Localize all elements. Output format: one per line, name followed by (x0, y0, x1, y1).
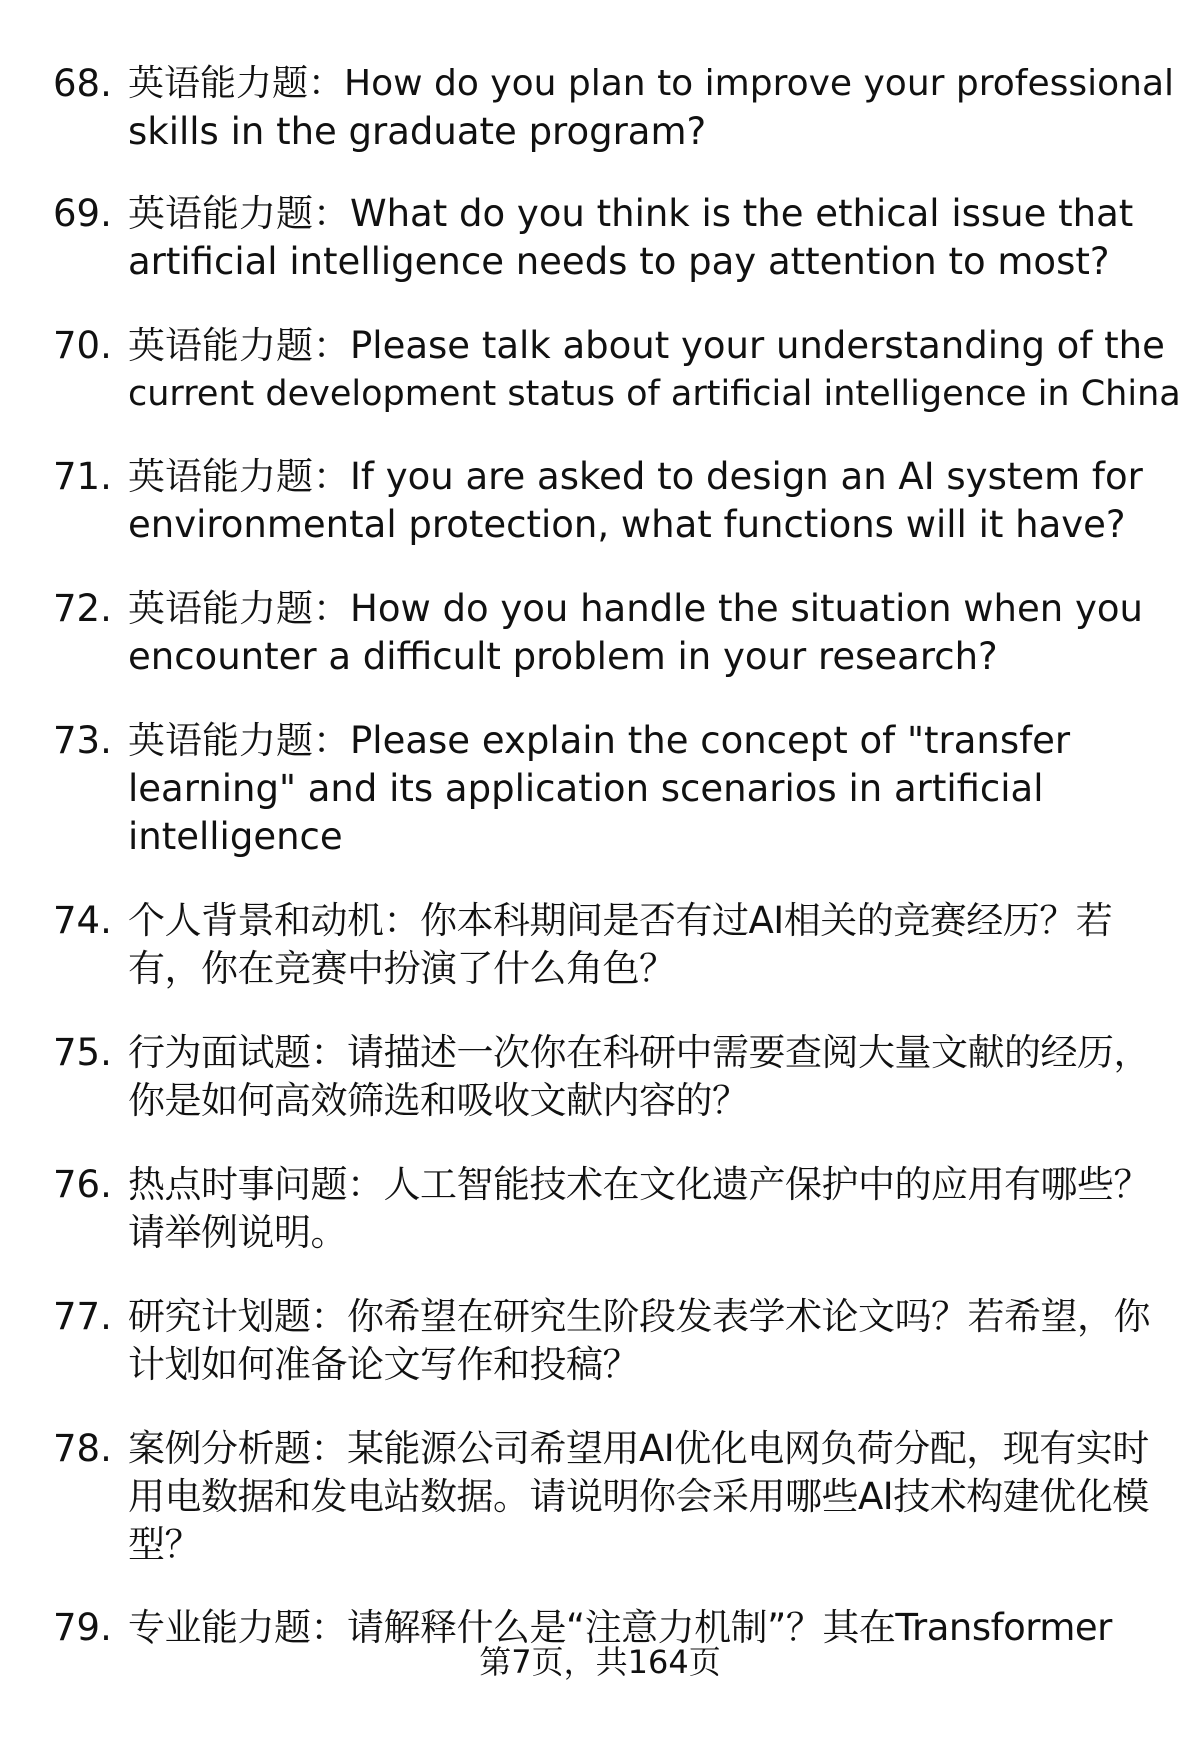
question-line: skills in the graduate program? (128, 110, 707, 153)
question-line: 计划如何准备论文写作和投稿？ (128, 1343, 639, 1386)
question-number: 69. (53, 192, 112, 235)
question-line: 有，你在竞赛中扮演了什么角色？ (128, 947, 676, 990)
question-line: 英语能力题：If you are asked to design an AI system for (128, 455, 1143, 498)
question-line: learning" and its application scenarios in artificial (128, 767, 1044, 810)
question-number: 75. (53, 1031, 112, 1074)
question-text (128, 1029, 1163, 1125)
page-number-label: 第7页，共164页 (479, 1643, 721, 1681)
question-text (128, 453, 1163, 549)
question-line: 热点时事问题：人工智能技术在文化遗产保护中的应用有哪些？ (128, 1163, 1150, 1206)
question-number: 74. (53, 899, 112, 942)
question-number: 76. (53, 1163, 112, 1206)
question-number: 78. (53, 1427, 112, 1470)
question-line: current development status of artificial intelligence in China (128, 374, 1181, 414)
question-line: 英语能力题：What do you think is the ethical issue that (128, 192, 1134, 235)
question-text (128, 1425, 1163, 1569)
question-text (128, 60, 1175, 156)
question-text (128, 190, 1163, 286)
question-line: artificial intelligence needs to pay attention to most? (128, 240, 1110, 283)
question-line: 英语能力题：Please explain the concept of "transfer (128, 719, 1071, 762)
question-line: 英语能力题：How do you handle the situation when you (128, 587, 1143, 630)
question-line: 请举例说明。 (128, 1211, 347, 1254)
question-line: intelligence (128, 815, 343, 858)
question-line: 英语能力题：Please talk about your understanding of the (128, 324, 1165, 367)
question-text (128, 322, 1181, 418)
question-line: encounter a difficult problem in your research? (128, 635, 998, 678)
question-number: 70. (53, 324, 112, 367)
question-text (128, 585, 1163, 681)
question-line: 个人背景和动机：你本科期间是否有过AI相关的竞赛经历？若 (128, 899, 1113, 942)
question-number: 72. (53, 587, 112, 630)
question-line: 英语能力题：How do you plan to improve your professional (128, 63, 1175, 104)
question-text (128, 717, 1163, 861)
question-line: 用电数据和发电站数据。请说明你会采用哪些AI技术构建优化模 (128, 1475, 1149, 1518)
question-text (128, 897, 1163, 993)
question-line: 研究计划题：你希望在研究生阶段发表学术论文吗？若希望，你 (128, 1295, 1150, 1338)
question-line: 型？ (128, 1523, 201, 1566)
question-line: 行为面试题：请描述一次你在科研中需要查阅大量文献的经历， (128, 1031, 1150, 1074)
question-number: 71. (53, 455, 112, 498)
question-line: 专业能力题：请解释什么是“注意力机制”？其在Transformer (128, 1606, 1112, 1649)
question-line: 案例分析题：某能源公司希望用AI优化电网负荷分配，现有实时 (128, 1427, 1149, 1470)
question-number: 68. (53, 62, 112, 105)
question-number: 79. (53, 1606, 112, 1649)
question-line: environmental protection, what functions will it have? (128, 503, 1126, 546)
question-number: 77. (53, 1295, 112, 1338)
page-footer (0, 1640, 1200, 1684)
question-line: 你是如何高效筛选和吸收文献内容的？ (128, 1079, 749, 1122)
question-number: 73. (53, 719, 112, 762)
question-text (128, 1161, 1163, 1257)
question-text (128, 1293, 1163, 1389)
